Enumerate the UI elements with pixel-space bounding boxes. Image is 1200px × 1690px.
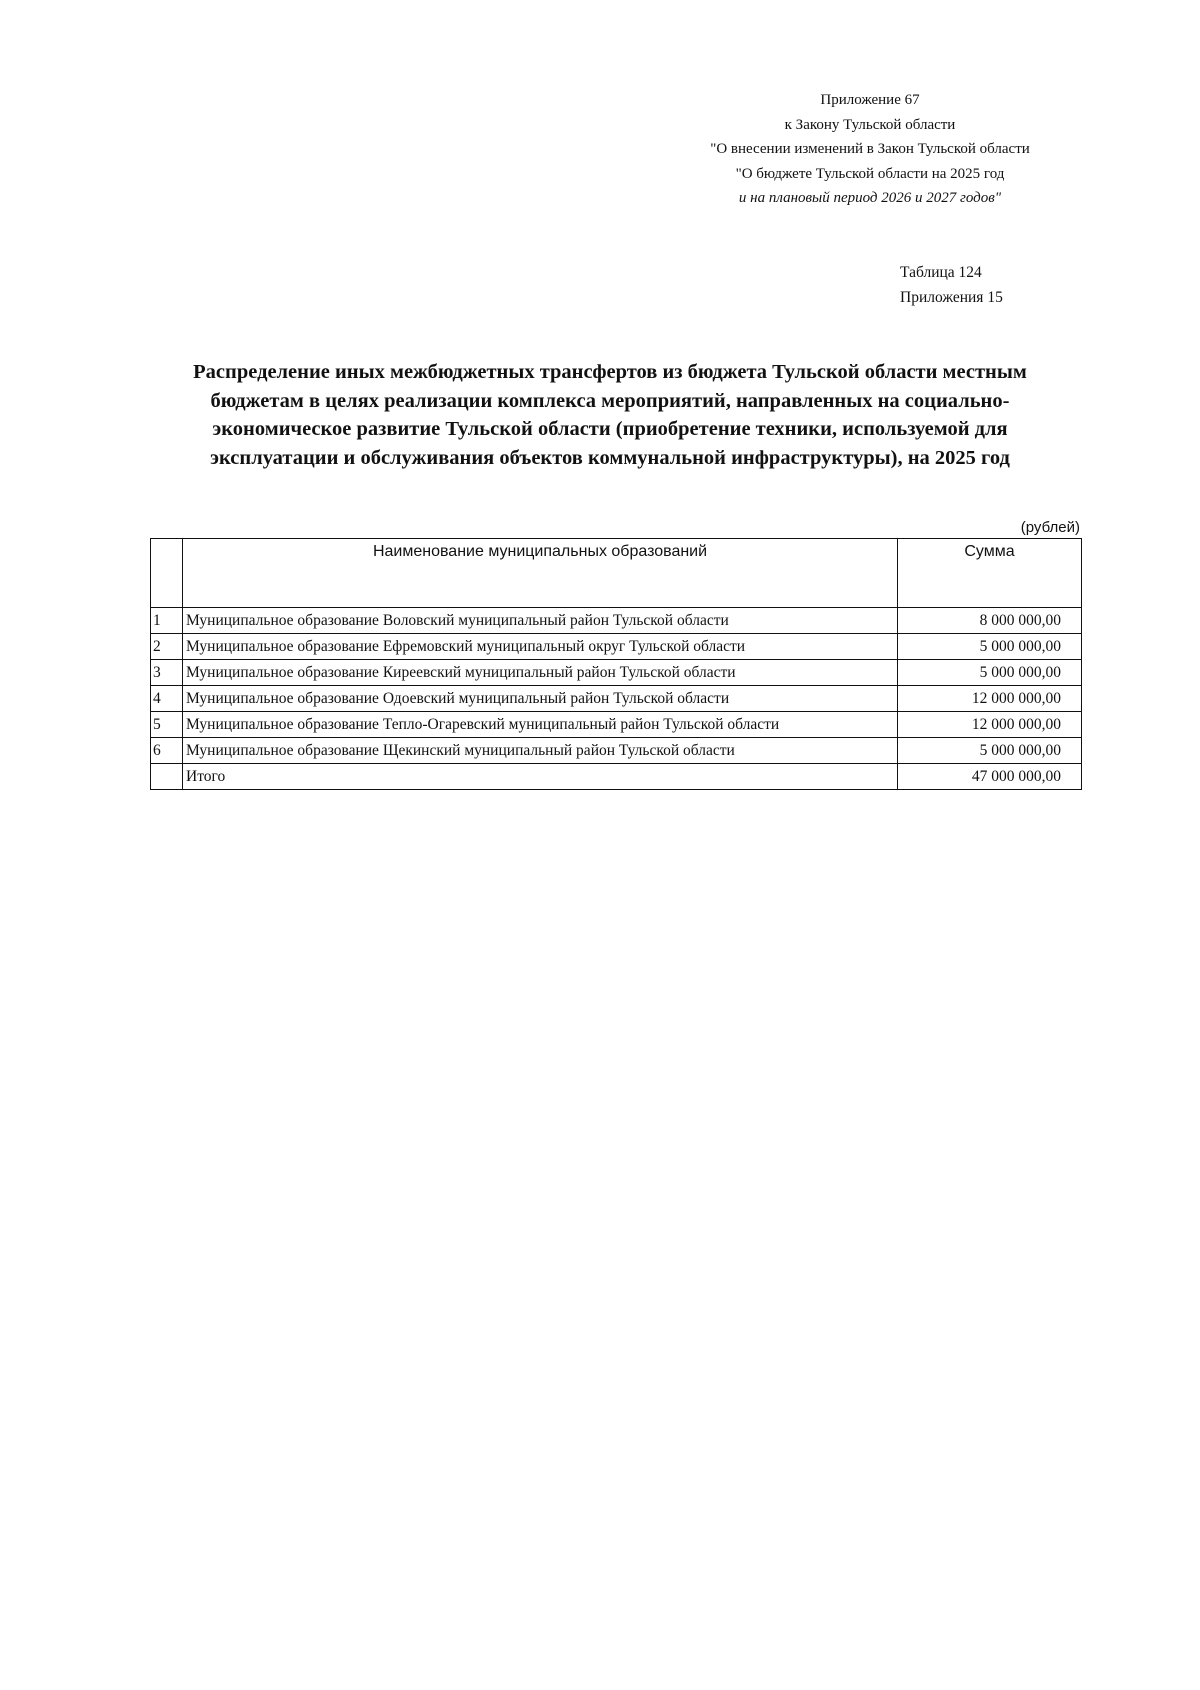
table-reference bbox=[900, 260, 1050, 310]
appendix-number: Приложения 15 bbox=[900, 289, 1003, 306]
header-sum: Сумма bbox=[898, 539, 1082, 608]
appendix-header-line: Приложение 67 bbox=[820, 92, 920, 108]
row-number: 2 bbox=[151, 634, 183, 660]
appendix-header-line: к Закону Тульской области bbox=[784, 116, 956, 133]
table-row bbox=[151, 738, 1082, 764]
row-number: 1 bbox=[151, 608, 183, 634]
document-title bbox=[150, 358, 1070, 472]
appendix-header-line: "О бюджете Тульской области на 2025 год bbox=[735, 165, 1005, 182]
row-name: Муниципальное образование Тепло-Огаревский муниципальный район Тульской области bbox=[183, 712, 898, 738]
row-number: 4 bbox=[151, 686, 183, 712]
row-name: Муниципальное образование Ефремовский муниципальный округ Тульской области bbox=[183, 634, 898, 660]
document-title-line: Распределение иных межбюджетных трансфертов из бюджета Тульской области местным bbox=[193, 361, 1027, 383]
distribution-table bbox=[150, 538, 1082, 790]
table-total-row bbox=[151, 764, 1082, 790]
table-header-row bbox=[151, 539, 1082, 608]
appendix-header-line: "О внесении изменений в Закон Тульской области bbox=[710, 141, 1030, 157]
appendix-header-line: и на плановый период 2026 и 2027 годов" bbox=[738, 190, 1002, 206]
document-title-line: экономическое развитие Тульской области (приобретение техники, используемой для bbox=[212, 418, 1008, 440]
row-name: Муниципальное образование Щекинский муниципальный район Тульской области bbox=[183, 738, 898, 764]
total-number bbox=[151, 764, 183, 790]
row-name: Муниципальное образование Одоевский муниципальный район Тульской области bbox=[183, 686, 898, 712]
row-sum: 5 000 000,00 bbox=[898, 738, 1082, 764]
appendix-header bbox=[680, 88, 1060, 211]
table-row bbox=[151, 712, 1082, 738]
row-number: 5 bbox=[151, 712, 183, 738]
row-name: Муниципальное образование Воловский муниципальный район Тульской области bbox=[183, 608, 898, 634]
row-name: Муниципальное образование Киреевский муниципальный район Тульской области bbox=[183, 660, 898, 686]
table-row bbox=[151, 686, 1082, 712]
row-sum: 5 000 000,00 bbox=[898, 634, 1082, 660]
header-num bbox=[151, 539, 183, 608]
header-name: Наименование муниципальных образований bbox=[183, 539, 898, 608]
units-label: (рублей) bbox=[1020, 519, 1080, 536]
table-row bbox=[151, 634, 1082, 660]
row-sum: 12 000 000,00 bbox=[898, 686, 1082, 712]
document-title-line: бюджетам в целях реализации комплекса мероприятий, направленных на социально- bbox=[210, 389, 1010, 412]
row-number: 6 bbox=[151, 738, 183, 764]
row-number: 3 bbox=[151, 660, 183, 686]
table-number: Таблица 124 bbox=[900, 264, 982, 281]
row-sum: 5 000 000,00 bbox=[898, 660, 1082, 686]
document-title-line: эксплуатации и обслуживания объектов коммунальной инфраструктуры), на 2025 год bbox=[210, 446, 1010, 469]
total-sum: 47 000 000,00 bbox=[898, 764, 1082, 790]
row-sum: 8 000 000,00 bbox=[898, 608, 1082, 634]
table-row bbox=[151, 608, 1082, 634]
total-label: Итого bbox=[183, 764, 898, 790]
table-row bbox=[151, 660, 1082, 686]
row-sum: 12 000 000,00 bbox=[898, 712, 1082, 738]
